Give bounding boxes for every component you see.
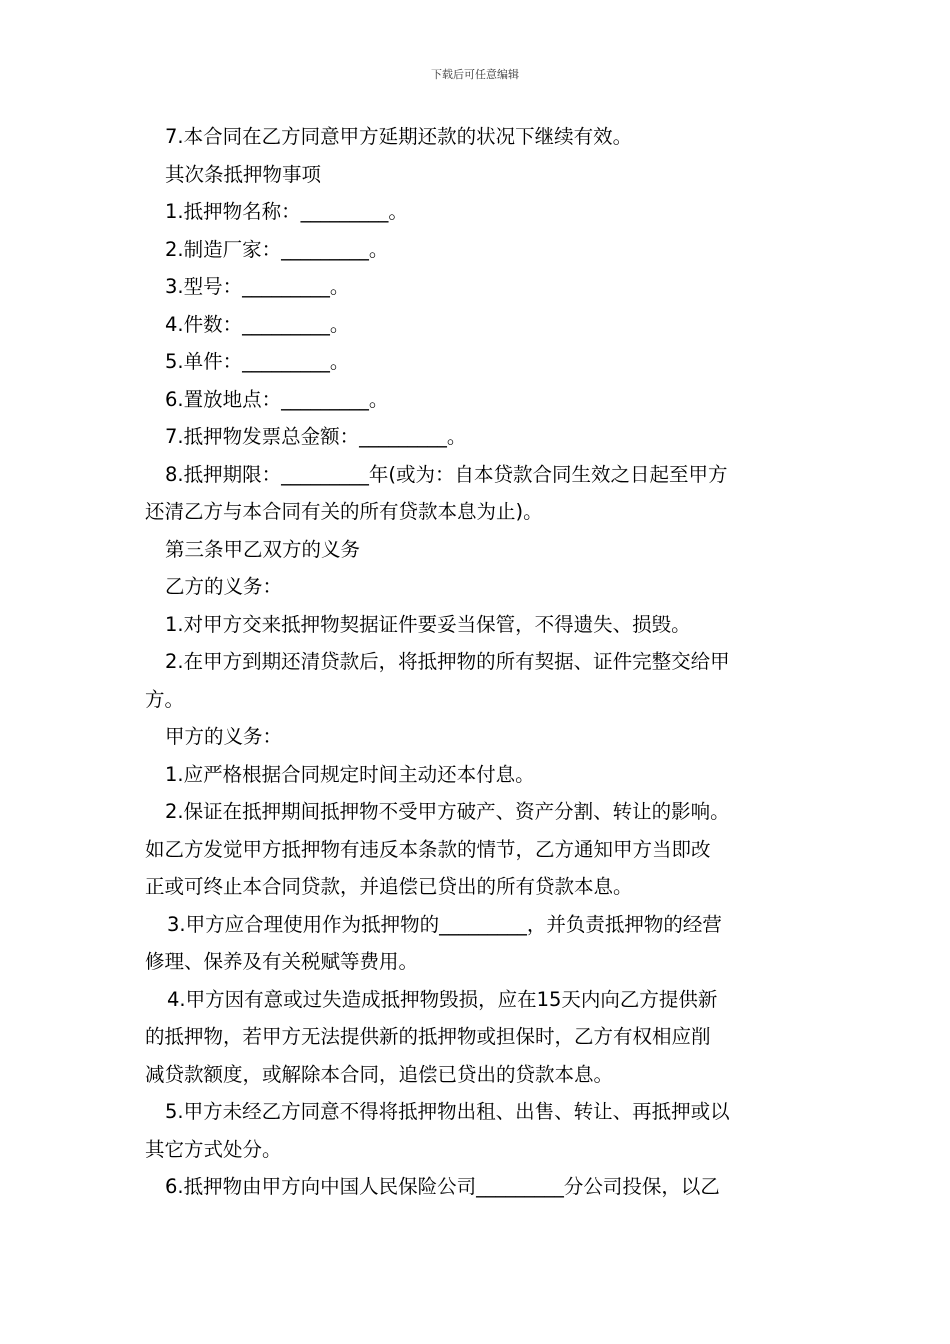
document-line: 减贷款额度，或解除本合同，追偿已贷出的贷款本息。 — [145, 1062, 614, 1086]
document-line: 1.对甲方交来抵押物契据证件要妥当保管，不得遗失、损毁。 — [165, 612, 691, 636]
document-line: 修理、保养及有关税赋等费用。 — [145, 950, 419, 973]
document-line: 第三条甲乙双方的义务 — [165, 537, 361, 561]
document-line: 如乙方发觉甲方抵押物有违反本条款的情节，乙方通知甲方当即改 — [145, 837, 711, 861]
document-line: 6.置放地点：_________。 — [165, 387, 389, 411]
document-line: 2.保证在抵押期间抵押物不受甲方破产、资产分割、转让的影响。 — [165, 800, 730, 823]
document-line: 1.应严格根据合同规定时间主动还本付息。 — [165, 762, 535, 786]
document-line: 2.在甲方到期还清贷款后，将抵押物的所有契据、证件完整交给甲 — [165, 650, 730, 673]
document-line: 还清乙方与本合同有关的所有贷款本息为止)。 — [145, 500, 543, 523]
document-line: 5.单件：_________。 — [165, 350, 350, 373]
document-line: 正或可终止本合同贷款，并追偿已贷出的所有贷款本息。 — [145, 875, 633, 898]
document-line: 3.型号：_________。 — [165, 275, 350, 298]
document-line: 5.甲方未经乙方同意不得将抵押物出租、出售、转让、再抵押或以 — [165, 1100, 730, 1123]
document-line: 2.制造厂家：_________。 — [165, 237, 389, 261]
document-line: 7.本合同在乙方同意甲方延期还款的状况下继续有效。 — [165, 125, 633, 148]
document-line: 其次条抵押物事项 — [165, 162, 322, 186]
document-line: 1.抵押物名称：_________。 — [165, 200, 408, 223]
page-header: 下载后可任意编辑 — [431, 68, 519, 81]
document-line: 乙方的义务： — [165, 575, 283, 598]
document-line: 7.抵押物发票总金额：_________。 — [165, 425, 467, 448]
document-line: 4.件数：_________。 — [165, 312, 350, 336]
document-body — [145, 118, 807, 1206]
document-line: 甲方的义务： — [165, 725, 283, 748]
document-line: 其它方式处分。 — [145, 1137, 282, 1161]
document-line: 的抵押物，若甲方无法提供新的抵押物或担保时，乙方有权相应削 — [145, 1025, 711, 1048]
document-line: 6.抵押物由甲方向中国人民保险公司_________分公司投保，以乙 — [165, 1175, 720, 1198]
document-line: 4.甲方因有意或过失造成抵押物毁损，应在15天内向乙方提供新 — [167, 987, 718, 1011]
document-line: 方。 — [145, 687, 185, 711]
document-line: 3.甲方应合理使用作为抵押物的_________，并负责抵押物的经营 — [167, 912, 722, 936]
document-line: 8.抵押期限：_________年(或为：自本贷款合同生效之日起至甲方 — [165, 462, 728, 486]
